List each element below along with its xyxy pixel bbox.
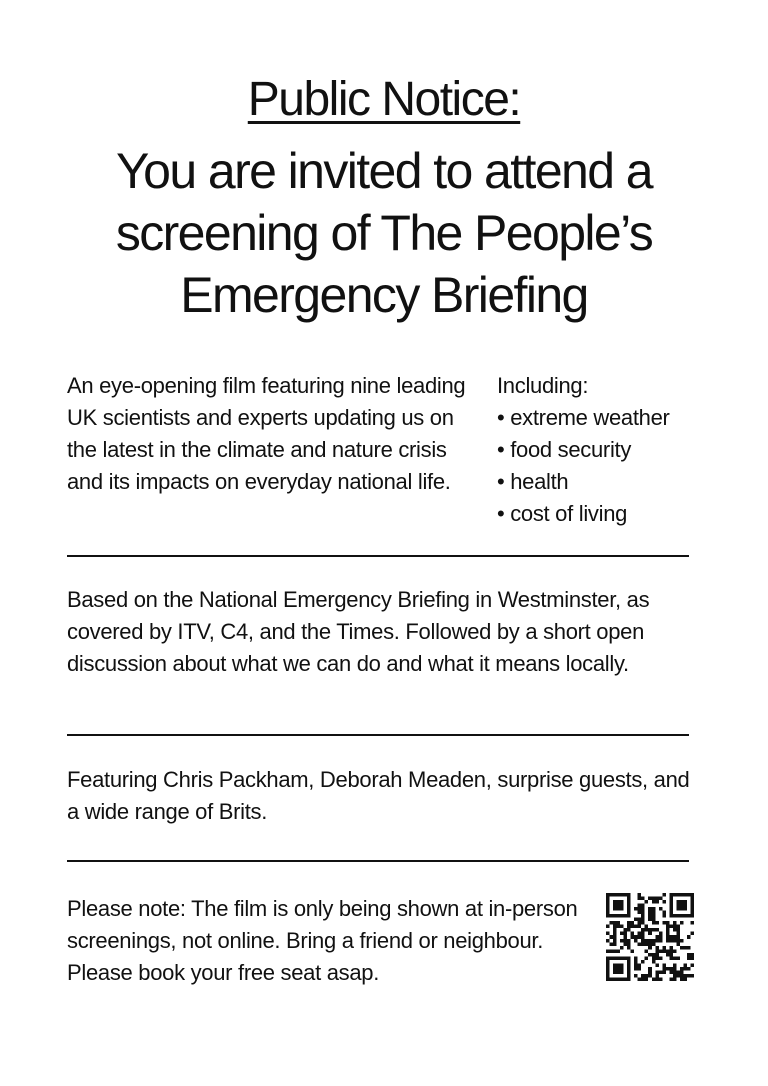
qr-code-icon[interactable]	[606, 893, 694, 981]
invitation-title: You are invited to attend a screening of The People’s Emergency Briefing	[115, 143, 653, 323]
divider	[67, 860, 689, 862]
background-text: Based on the National Emergency Briefing in Westminster, as covered by ITV, C4, and the Times. Followed by a short open discussion about what we can do and what it means locally.	[67, 587, 650, 676]
topics-list	[497, 402, 747, 530]
divider	[67, 555, 689, 557]
topic-item: • health	[497, 466, 747, 498]
film-description: An eye-opening film featuring nine leading UK scientists and experts updating us on the latest in the climate and nature crisis and its impacts on everyday national life.	[67, 373, 466, 494]
divider	[67, 734, 689, 736]
public-notice-label: Public Notice:	[247, 73, 521, 126]
topic-item: • extreme weather	[497, 402, 747, 434]
including-label: Including:	[497, 373, 589, 398]
featuring-text: Featuring Chris Packham, Deborah Meaden, surprise guests, and a wide range of Brits.	[67, 767, 690, 824]
topic-item: • cost of living	[497, 498, 747, 530]
topics-block	[497, 370, 747, 530]
note-text: Please note: The film is only being shown at in-person screenings, not online. Bring a friend or neighbour. Please book your free seat asap.	[67, 896, 578, 985]
poster-heading	[0, 70, 768, 326]
topic-item: • food security	[497, 434, 747, 466]
